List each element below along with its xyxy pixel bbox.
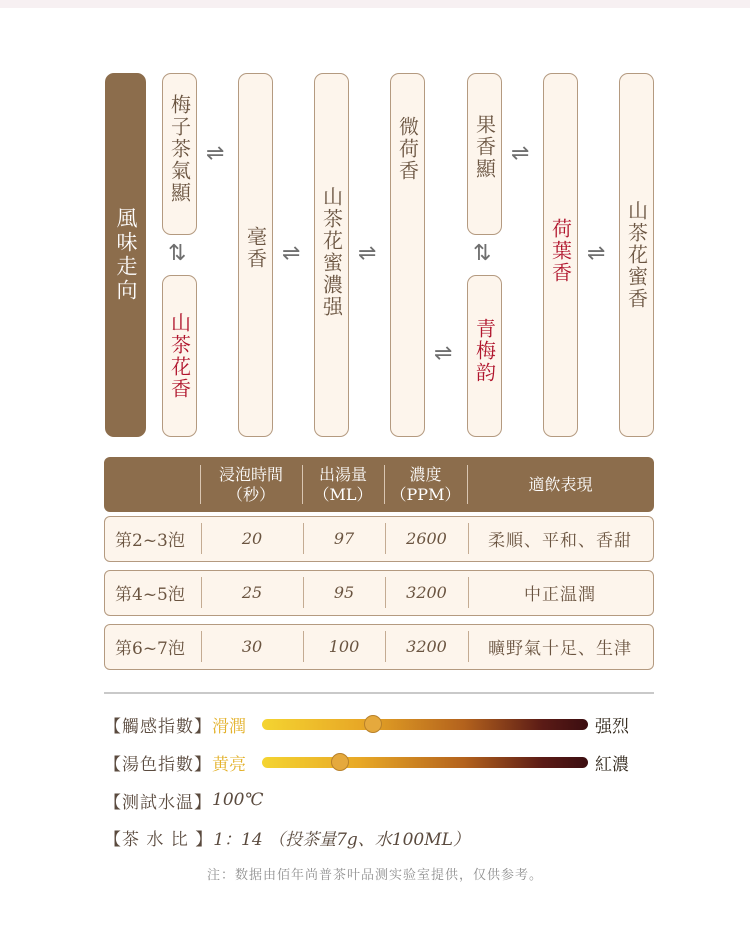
color-index-marker bbox=[331, 753, 349, 771]
color-index-gradient-bar bbox=[262, 757, 588, 768]
row-ppm: 3200 bbox=[406, 583, 447, 602]
header-concentration bbox=[384, 457, 467, 512]
row-time: 20 bbox=[241, 529, 263, 548]
flavor-col5-bottom bbox=[467, 275, 502, 437]
color-index-label: 【湯色指數】 bbox=[104, 754, 212, 775]
table-header bbox=[104, 457, 654, 512]
water-temperature-value: 100℃ bbox=[212, 790, 264, 810]
water-temperature bbox=[104, 788, 263, 812]
row-time: 30 bbox=[241, 637, 263, 656]
flavor-note: 梅子茶氣顯 bbox=[167, 94, 192, 204]
swap-vertical-icon: ⇅ bbox=[168, 241, 187, 266]
color-index bbox=[104, 750, 246, 774]
color-index-end: 紅濃 bbox=[595, 755, 629, 775]
water-temperature-label: 【测試水温】 bbox=[104, 792, 212, 813]
touch-index-end: 强烈 bbox=[595, 717, 629, 737]
flavor-note: 微荷香 bbox=[395, 116, 420, 182]
tea-water-ratio-value: 1：14 （投茶量7g、水100ML） bbox=[213, 829, 470, 850]
row-volume: 97 bbox=[333, 529, 355, 548]
header-effect-label: 適飲表現 bbox=[528, 474, 593, 494]
footnote: 注：数据由佰年尚普茶叶品测实验室提供，仅供参考。 bbox=[206, 868, 543, 883]
flavor-col6 bbox=[543, 73, 578, 437]
touch-index-marker bbox=[364, 715, 382, 733]
swap-horizontal-icon: ⇌ bbox=[587, 241, 606, 266]
row-label: 第4~5泡 bbox=[115, 585, 185, 605]
row-label: 第6~7泡 bbox=[115, 639, 185, 659]
tea-water-ratio-label: 【茶 水 比 】 bbox=[104, 829, 214, 850]
flavor-col7 bbox=[619, 73, 654, 437]
flavor-note-highlight: 荷葉香 bbox=[548, 218, 573, 284]
touch-index bbox=[104, 712, 246, 736]
swap-horizontal-icon: ⇌ bbox=[511, 141, 530, 166]
row-volume: 100 bbox=[328, 637, 360, 656]
flavor-col4 bbox=[390, 73, 425, 437]
flavor-note: 果香顯 bbox=[472, 114, 497, 180]
flavor-flow bbox=[0, 0, 750, 450]
header-volume-unit: （ML） bbox=[313, 484, 373, 504]
table-row bbox=[104, 624, 654, 670]
header-concentration-label: 濃度 bbox=[409, 464, 442, 484]
row-time: 25 bbox=[241, 583, 263, 602]
swap-horizontal-icon: ⇌ bbox=[282, 241, 301, 266]
row-ppm: 2600 bbox=[406, 529, 447, 548]
tea-water-ratio bbox=[104, 825, 470, 849]
row-ppm: 3200 bbox=[406, 637, 447, 656]
header-time bbox=[200, 457, 302, 512]
table-row bbox=[104, 570, 654, 616]
flavor-note-highlight: 山茶花香 bbox=[167, 312, 192, 400]
table-row bbox=[104, 516, 654, 562]
flavor-header-title: 風味走向 bbox=[114, 207, 138, 303]
swap-vertical-icon: ⇅ bbox=[473, 241, 492, 266]
flavor-col2 bbox=[238, 73, 273, 437]
row-label: 第2~3泡 bbox=[115, 531, 185, 551]
flavor-note: 山茶花蜜濃强 bbox=[319, 186, 344, 318]
section-divider bbox=[104, 692, 654, 694]
flavor-header-column bbox=[105, 73, 146, 437]
swap-horizontal-icon: ⇌ bbox=[358, 241, 377, 266]
row-effect: 中正温潤 bbox=[524, 585, 596, 605]
flavor-col5-top bbox=[467, 73, 502, 235]
touch-index-start: 滑潤 bbox=[212, 716, 246, 737]
touch-index-gradient-bar bbox=[262, 719, 588, 730]
flavor-col1-top bbox=[162, 73, 197, 235]
flavor-col3 bbox=[314, 73, 349, 437]
header-volume bbox=[302, 457, 384, 512]
header-volume-label: 出湯量 bbox=[318, 464, 367, 484]
swap-horizontal-icon: ⇌ bbox=[206, 141, 225, 166]
header-concentration-unit: （PPM） bbox=[390, 484, 461, 504]
header-effect bbox=[467, 457, 654, 512]
row-volume: 95 bbox=[333, 583, 355, 602]
touch-index-label: 【觸感指數】 bbox=[104, 716, 212, 737]
flavor-note: 山茶花蜜香 bbox=[624, 200, 649, 310]
header-time-label: 浸泡時間 bbox=[218, 464, 283, 484]
header-time-unit: （秒） bbox=[226, 484, 275, 504]
row-effect: 柔順、平和、香甜 bbox=[488, 531, 632, 551]
color-index-start: 黄亮 bbox=[212, 754, 246, 775]
flavor-note-highlight: 青梅韵 bbox=[472, 318, 497, 384]
flavor-note: 毫香 bbox=[243, 226, 268, 270]
swap-horizontal-icon: ⇌ bbox=[434, 341, 453, 366]
flavor-col1-bottom bbox=[162, 275, 197, 437]
row-effect: 曠野氣十足、生津 bbox=[488, 639, 632, 659]
